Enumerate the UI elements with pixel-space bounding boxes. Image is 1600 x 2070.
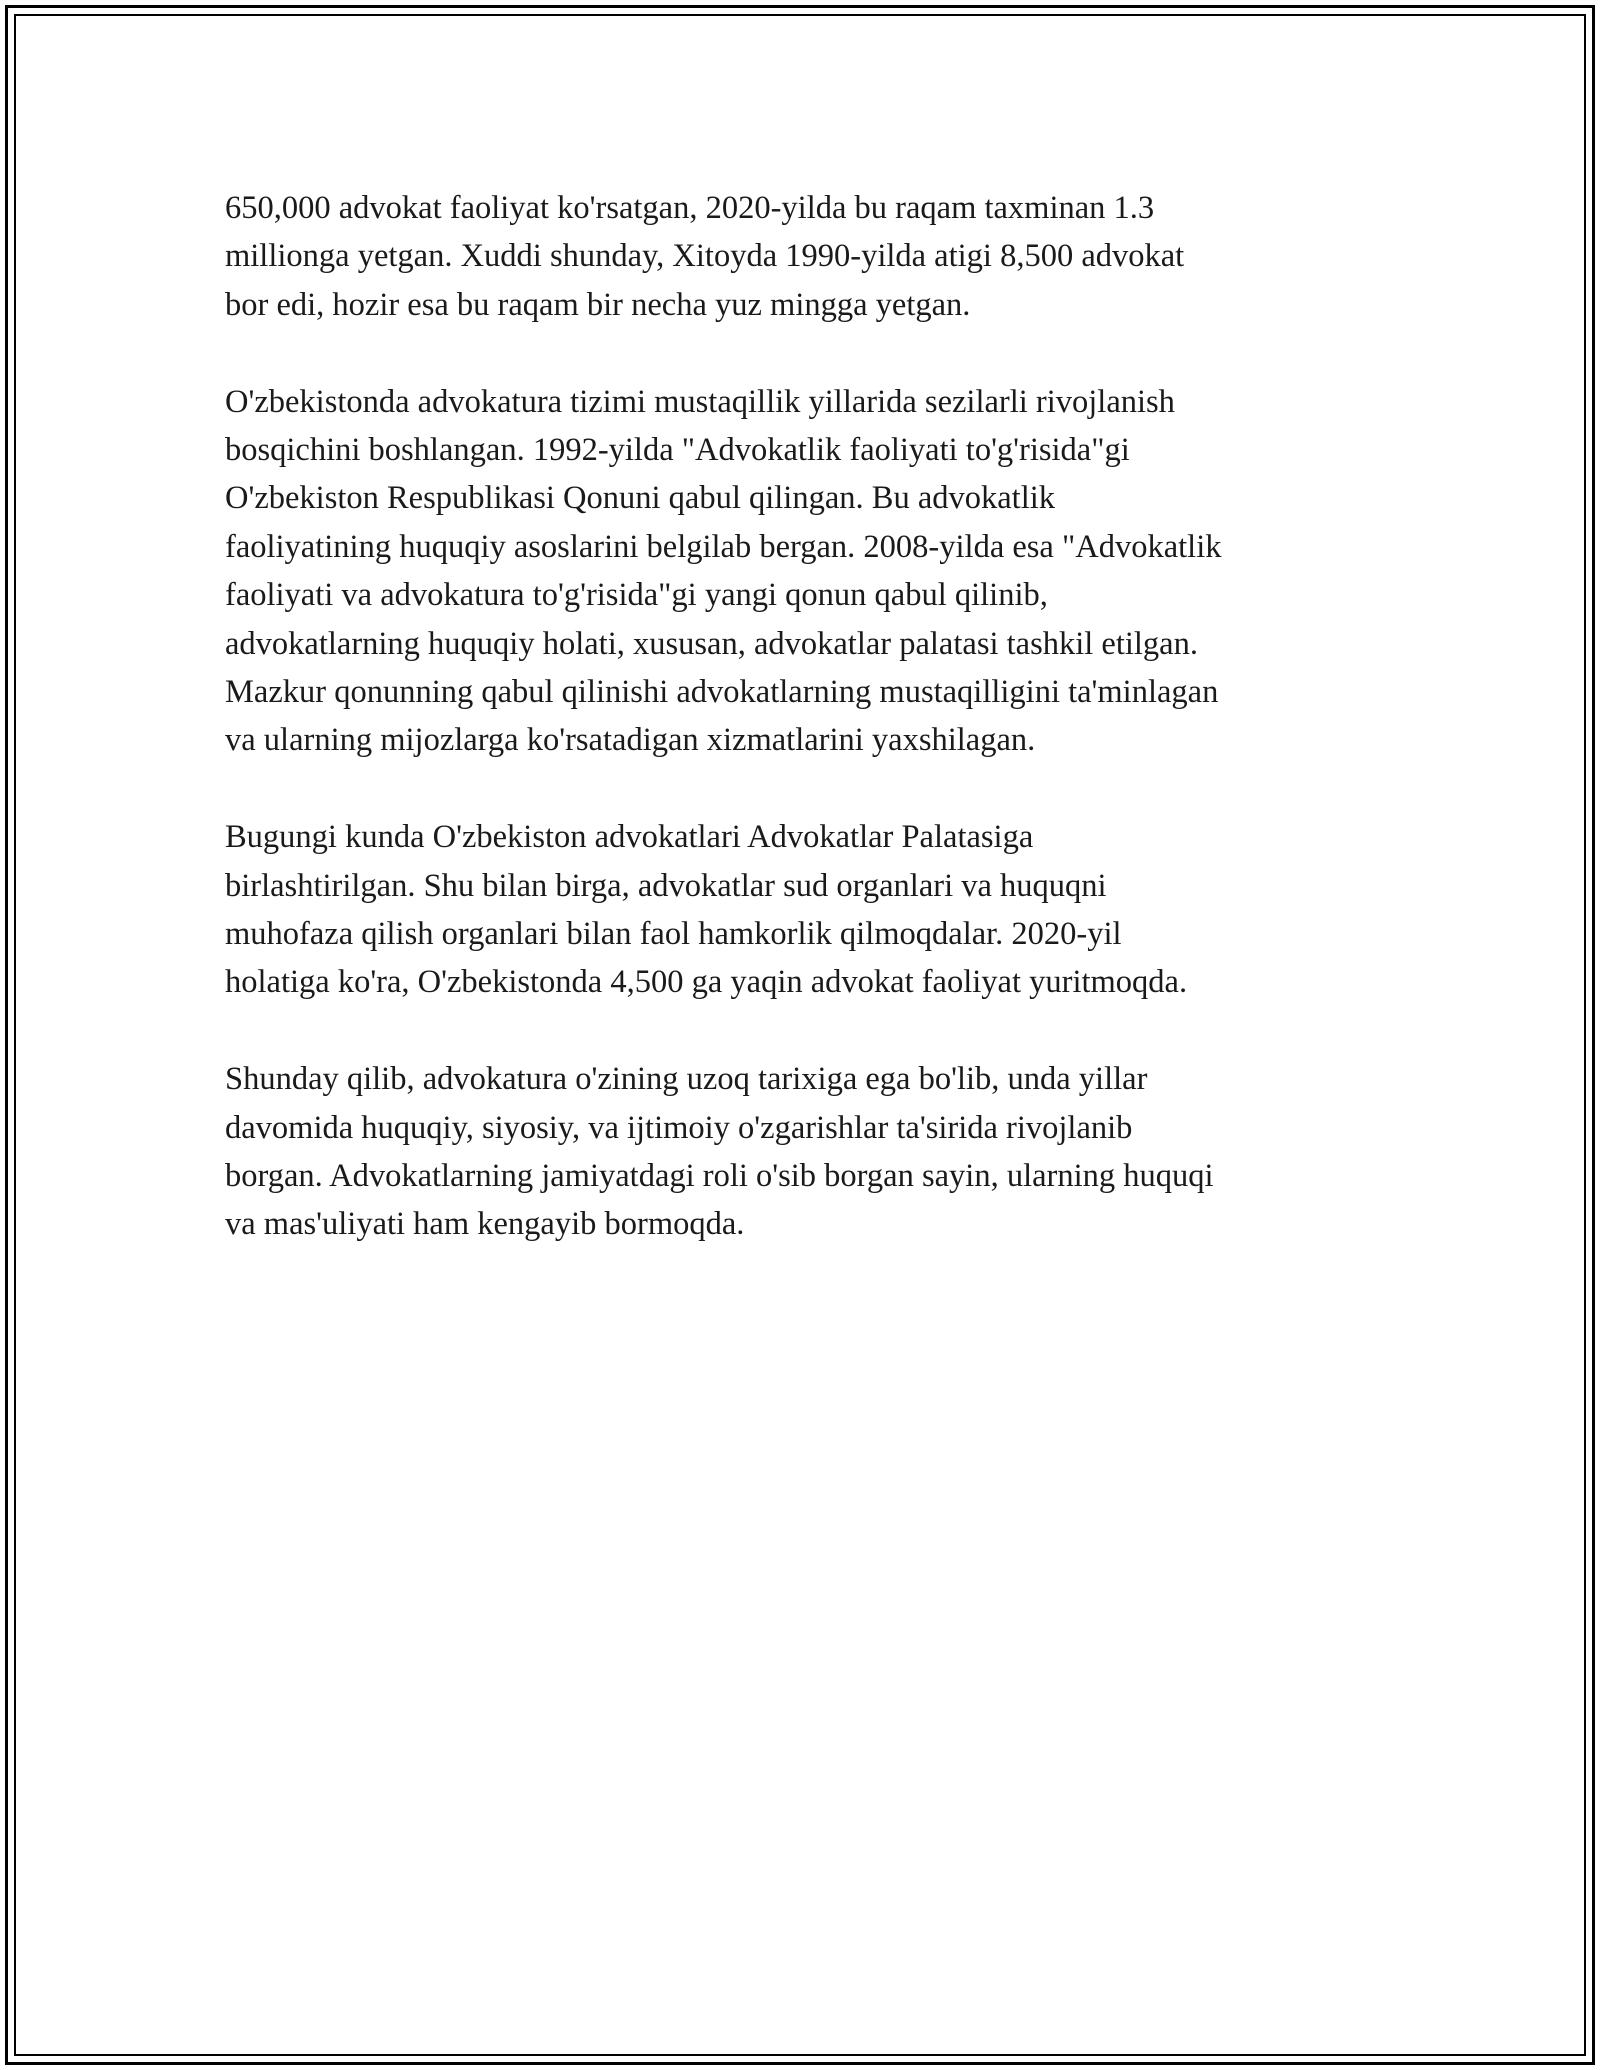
paragraph-chamber-of-advocates: Bugungi kunda O'zbekiston advokatlari Advokatlar Palatasiga birlashtirilgan. Shu bilan birga, advokatlar sud organlari va huquqni muhofaza qilish organlari bilan faol hamkorlik qilmoqdalar. 2020-yil holatiga ko'ra, O'zbekistonda 4,500 ga yaqin advokat faoliyat yuritmoqda. (225, 819, 1188, 1001)
paragraph-conclusion: Shunday qilib, advokatura o'zining uzoq tarixiga ega bo'lib, unda yillar davomida huquqiy, siyosiy, va ijtimoiy o'zgarishlar ta'sirida rivojlanib borgan. Advokatlarning jamiyatdagi roli o'sib borgan sayin, ularning huquqi va mas'uliyati ham kengayib bormoqda. (225, 1061, 1214, 1243)
paragraph-lawyer-statistics: 650,000 advokat faoliyat ko'rsatgan, 2020-yilda bu raqam taxminan 1.3 millionga yetgan. Xuddi shunday, Xitoyda 1990-yilda atigi 8,500 advokat bor edi, hozir esa bu raqam bir necha yuz mingga yetgan. (225, 190, 1185, 323)
document-body (225, 184, 1365, 1249)
paragraph-uzbekistan-advocacy-history: O'zbekistonda advokatura tizimi mustaqillik yillarida sezilarli rivojlanish bosqichini boshlangan. 1992-yilda "Advokatlik faoliyati to'g'risida"gi O'zbekiston Respublikasi Qonuni qabul qilingan. Bu advokatlik faoliyatining huquqiy asoslarini belgilab bergan. 2008-yilda esa "Advokatlik faoliyati va advokatura to'g'risida"gi yangi qonun qabul qilinib, advokatlarning huquqiy holati, xususan, advokatlar palatasi tashkil etilgan. Mazkur qonunning qabul qilinishi advokatlarning mustaqilligini ta'minlagan va ularning mijozlarga ko'rsatadigan xizmatlarini yaxshilagan. (225, 383, 1222, 759)
